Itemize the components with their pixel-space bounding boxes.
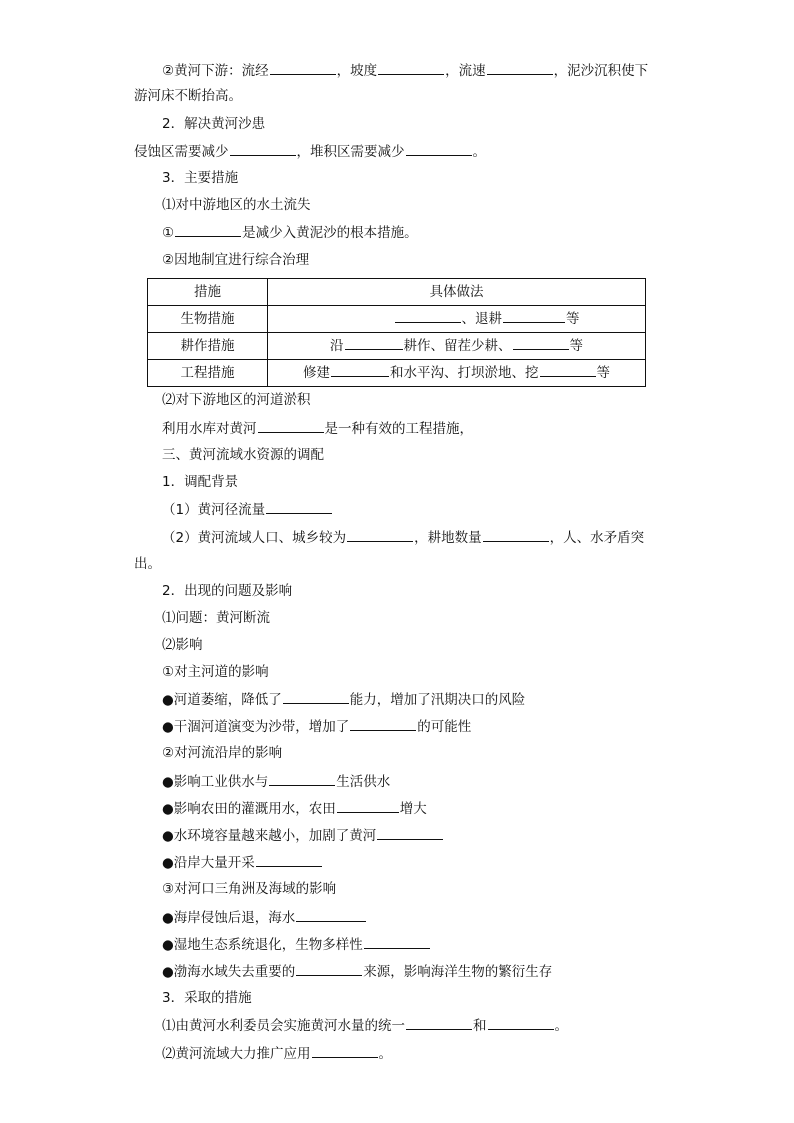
answer-blank[interactable] — [283, 689, 349, 704]
heading-sand-problem: 2．解决黄河沙患 — [162, 116, 266, 132]
answer-blank[interactable] — [503, 308, 565, 323]
answer-blank[interactable] — [347, 527, 413, 542]
text: ，耕地数量 — [414, 530, 482, 546]
answer-blank[interactable] — [487, 60, 553, 75]
text: 。 — [472, 144, 486, 160]
line-erosion — [134, 141, 486, 161]
measure-name: 生物措施 — [148, 306, 268, 333]
text: 能力，增加了汛期决口的风险 — [349, 692, 526, 708]
text: 修建 — [303, 365, 330, 381]
table-row — [148, 306, 646, 333]
text: ●沿岸大量开采 — [162, 855, 255, 871]
answer-blank[interactable] — [395, 308, 461, 323]
table-header-cell: 具体做法 — [268, 279, 646, 306]
heading-main-measures: 3．主要措施 — [162, 170, 239, 186]
section-heading-water-allocation: 三、黄河流域水资源的调配 — [162, 447, 324, 463]
bullet-item — [162, 907, 367, 927]
table-header-row — [148, 279, 646, 306]
table-row — [148, 333, 646, 360]
measure-detail — [268, 333, 646, 360]
answer-blank[interactable] — [312, 1043, 378, 1058]
bullet-item — [162, 798, 427, 818]
text: ，坡度 — [336, 63, 378, 79]
text: 和 — [473, 1018, 487, 1034]
answer-blank[interactable] — [364, 934, 430, 949]
answer-blank[interactable] — [230, 141, 296, 156]
heading-background: 1．调配背景 — [162, 474, 239, 490]
line-problem-cutoff: ⑴问题：黄河断流 — [162, 610, 270, 626]
line-continuation: 出。 — [134, 556, 161, 572]
line-main-channel: ①对主河道的影响 — [162, 664, 269, 680]
text: ●影响农田的灌溉用水，农田 — [162, 801, 336, 817]
answer-blank[interactable] — [513, 335, 569, 350]
answer-blank[interactable] — [266, 499, 332, 514]
text: 和水平沟、打坝淤地、挖 — [390, 365, 539, 381]
text: 增大 — [399, 801, 427, 817]
bullet-item — [162, 825, 444, 845]
line-fundamental — [162, 222, 418, 242]
answer-blank[interactable] — [296, 907, 366, 922]
text: ②黄河下游：流经 — [162, 63, 269, 79]
measure-detail — [268, 360, 646, 387]
bullet-item — [162, 852, 323, 872]
answer-blank[interactable] — [175, 222, 241, 237]
text: 耕作、留茬少耕、 — [403, 338, 512, 354]
text: 利用水库对黄河 — [162, 421, 257, 437]
text: 的可能性 — [417, 719, 472, 735]
line-downstream: ⑵对下游地区的河道淤积 — [162, 392, 311, 408]
answer-blank[interactable] — [350, 716, 416, 731]
line-runoff — [162, 499, 333, 519]
text: ，流速 — [445, 63, 486, 79]
line-unified — [162, 1015, 568, 1035]
text: ●河道萎缩，降低了 — [162, 692, 282, 708]
text: ●水环境容量越来越小，加剧了黄河 — [162, 828, 377, 844]
line-population — [162, 527, 644, 547]
measure-detail — [268, 306, 646, 333]
text: ⑴由黄河水利委员会实施黄河水量的统一 — [162, 1018, 405, 1034]
text: （1）黄河径流量 — [162, 502, 266, 518]
bullet-item — [162, 689, 525, 709]
bullet-item — [162, 716, 471, 736]
text: 是减少入黄泥沙的根本措施。 — [242, 225, 418, 241]
heading-measures-taken: 3．采取的措施 — [162, 990, 252, 1006]
answer-blank[interactable] — [270, 60, 336, 75]
bullet-item — [162, 771, 390, 791]
line-riverbank: ②对河流沿岸的影响 — [162, 745, 283, 761]
line-midstream: ⑴对中游地区的水土流失 — [162, 197, 311, 213]
answer-blank[interactable] — [296, 961, 362, 976]
text: 是一种有效的工程措施， — [324, 421, 473, 437]
answer-blank[interactable] — [256, 852, 322, 867]
text: （2）黄河流域人口、城乡较为 — [162, 530, 347, 546]
text: ① — [162, 225, 175, 241]
measure-name: 耕作措施 — [148, 333, 268, 360]
answer-blank[interactable] — [377, 825, 443, 840]
text: ，泥沙沉积使下 — [553, 63, 649, 79]
text: 生活供水 — [336, 774, 391, 790]
table-header-cell: 措施 — [148, 279, 268, 306]
line-continuation: 游河床不断抬高。 — [134, 88, 242, 104]
text: ●影响工业供水与 — [162, 774, 269, 790]
text: 、退耕 — [461, 311, 502, 327]
text: ，人、水矛盾突 — [549, 530, 645, 546]
answer-blank[interactable] — [345, 335, 403, 350]
line-reservoir — [162, 418, 473, 438]
answer-blank[interactable] — [406, 1015, 472, 1030]
heading-problems: 2．出现的问题及影响 — [162, 583, 293, 599]
text: ●海岸侵蚀后退，海水 — [162, 910, 296, 926]
text: 沿 — [330, 338, 344, 354]
text: ⑵黄河流域大力推广应用 — [162, 1046, 311, 1062]
measures-table — [147, 278, 646, 387]
answer-blank[interactable] — [406, 141, 472, 156]
measure-name: 工程措施 — [148, 360, 268, 387]
text: ，堆积区需要减少 — [296, 144, 405, 160]
table-row — [148, 360, 646, 387]
answer-blank[interactable] — [337, 798, 399, 813]
text: 。 — [378, 1046, 392, 1062]
line-impact: ⑵影响 — [162, 637, 203, 653]
bullet-item — [162, 934, 431, 954]
line-lower-reaches — [162, 60, 648, 80]
text: 等 — [566, 311, 580, 327]
text: ●湿地生态系统退化，生物多样性 — [162, 937, 363, 953]
answer-blank[interactable] — [540, 362, 596, 377]
answer-blank[interactable] — [488, 1015, 554, 1030]
answer-blank[interactable] — [269, 771, 335, 786]
answer-blank[interactable] — [378, 60, 444, 75]
bullet-item — [162, 961, 552, 981]
text: ●渤海水域失去重要的 — [162, 964, 296, 980]
line-comprehensive: ②因地制宜进行综合治理 — [162, 252, 310, 268]
text: 等 — [569, 338, 583, 354]
text: ●干涸河道演变为沙带，增加了 — [162, 719, 350, 735]
text: 侵蚀区需要减少 — [134, 144, 229, 160]
text: 。 — [554, 1018, 568, 1034]
answer-blank[interactable] — [258, 418, 324, 433]
line-estuary: ③对河口三角洲及海域的影响 — [162, 881, 337, 897]
answer-blank[interactable] — [483, 527, 549, 542]
answer-blank[interactable] — [331, 362, 389, 377]
line-promote — [162, 1043, 392, 1063]
text: 等 — [596, 365, 610, 381]
text: 来源，影响海洋生物的繁衍生存 — [363, 964, 553, 980]
